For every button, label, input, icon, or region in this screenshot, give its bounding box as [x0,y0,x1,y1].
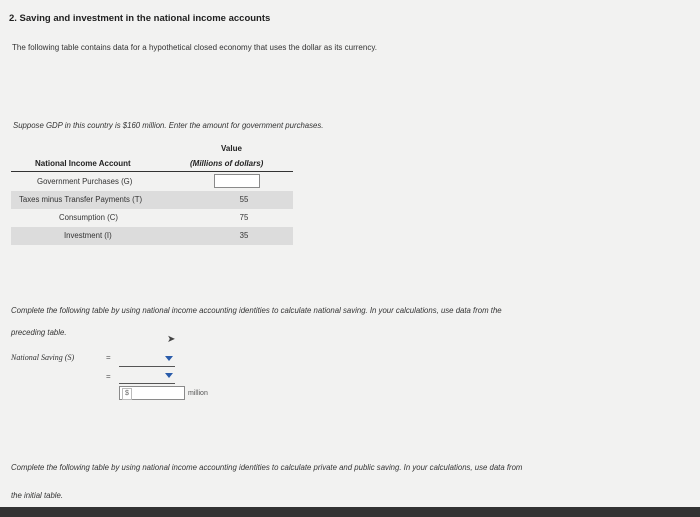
national-saving-input[interactable] [119,386,185,400]
national-saving-label: National Saving (S) [11,353,75,362]
account-header: National Income Account [35,159,131,168]
intro-text: The following table contains data for a hypothetical closed economy that uses the dollar as its currency. [12,43,377,52]
row-label-investment: Investment (I) [64,231,112,240]
taxes-value: 55 [239,195,249,204]
mouse-cursor-icon: ➤ [167,334,176,345]
millions-header: (Millions of dollars) [190,159,264,168]
row-label-consumption: Consumption (C) [59,213,118,222]
table-header-rule [11,171,293,172]
value-header: Value [221,144,242,153]
row-label-taxes: Taxes minus Transfer Payments (T) [19,195,143,204]
government-purchases-input[interactable] [214,174,260,188]
million-unit: million [188,390,208,397]
private-public-instruction-line2: the initial table. [11,491,64,500]
table-row [11,209,293,227]
national-saving-formula-dropdown-1[interactable] [119,354,175,367]
row-label-government-purchases: Government Purchases (G) [37,177,133,186]
national-saving-instruction-line2: preceding table. [11,328,67,337]
equals-sign: = [106,372,111,381]
bottom-bar [0,507,700,517]
private-public-instruction-line1: Complete the following table by using national income accounting identities to calculate private and public saving. In your calculations, use data from [11,463,523,472]
table-row [11,191,293,209]
investment-value: 35 [239,231,249,240]
national-saving-instruction-line1: Complete the following table by using national income accounting identities to calculate national saving. In your calculations, use data from the [11,306,502,315]
dollar-sign: $ [122,388,132,400]
chevron-down-icon [165,356,173,361]
section-title: 2. Saving and investment in the national income accounts [9,13,271,24]
table-row [11,227,293,245]
chevron-down-icon [165,373,173,378]
equals-sign: = [106,353,111,362]
consumption-value: 75 [239,213,249,222]
table-row [11,173,293,191]
gdp-prompt: Suppose GDP in this country is $160 million. Enter the amount for government purchases. [13,121,324,130]
national-saving-formula-dropdown-2[interactable] [119,371,175,384]
